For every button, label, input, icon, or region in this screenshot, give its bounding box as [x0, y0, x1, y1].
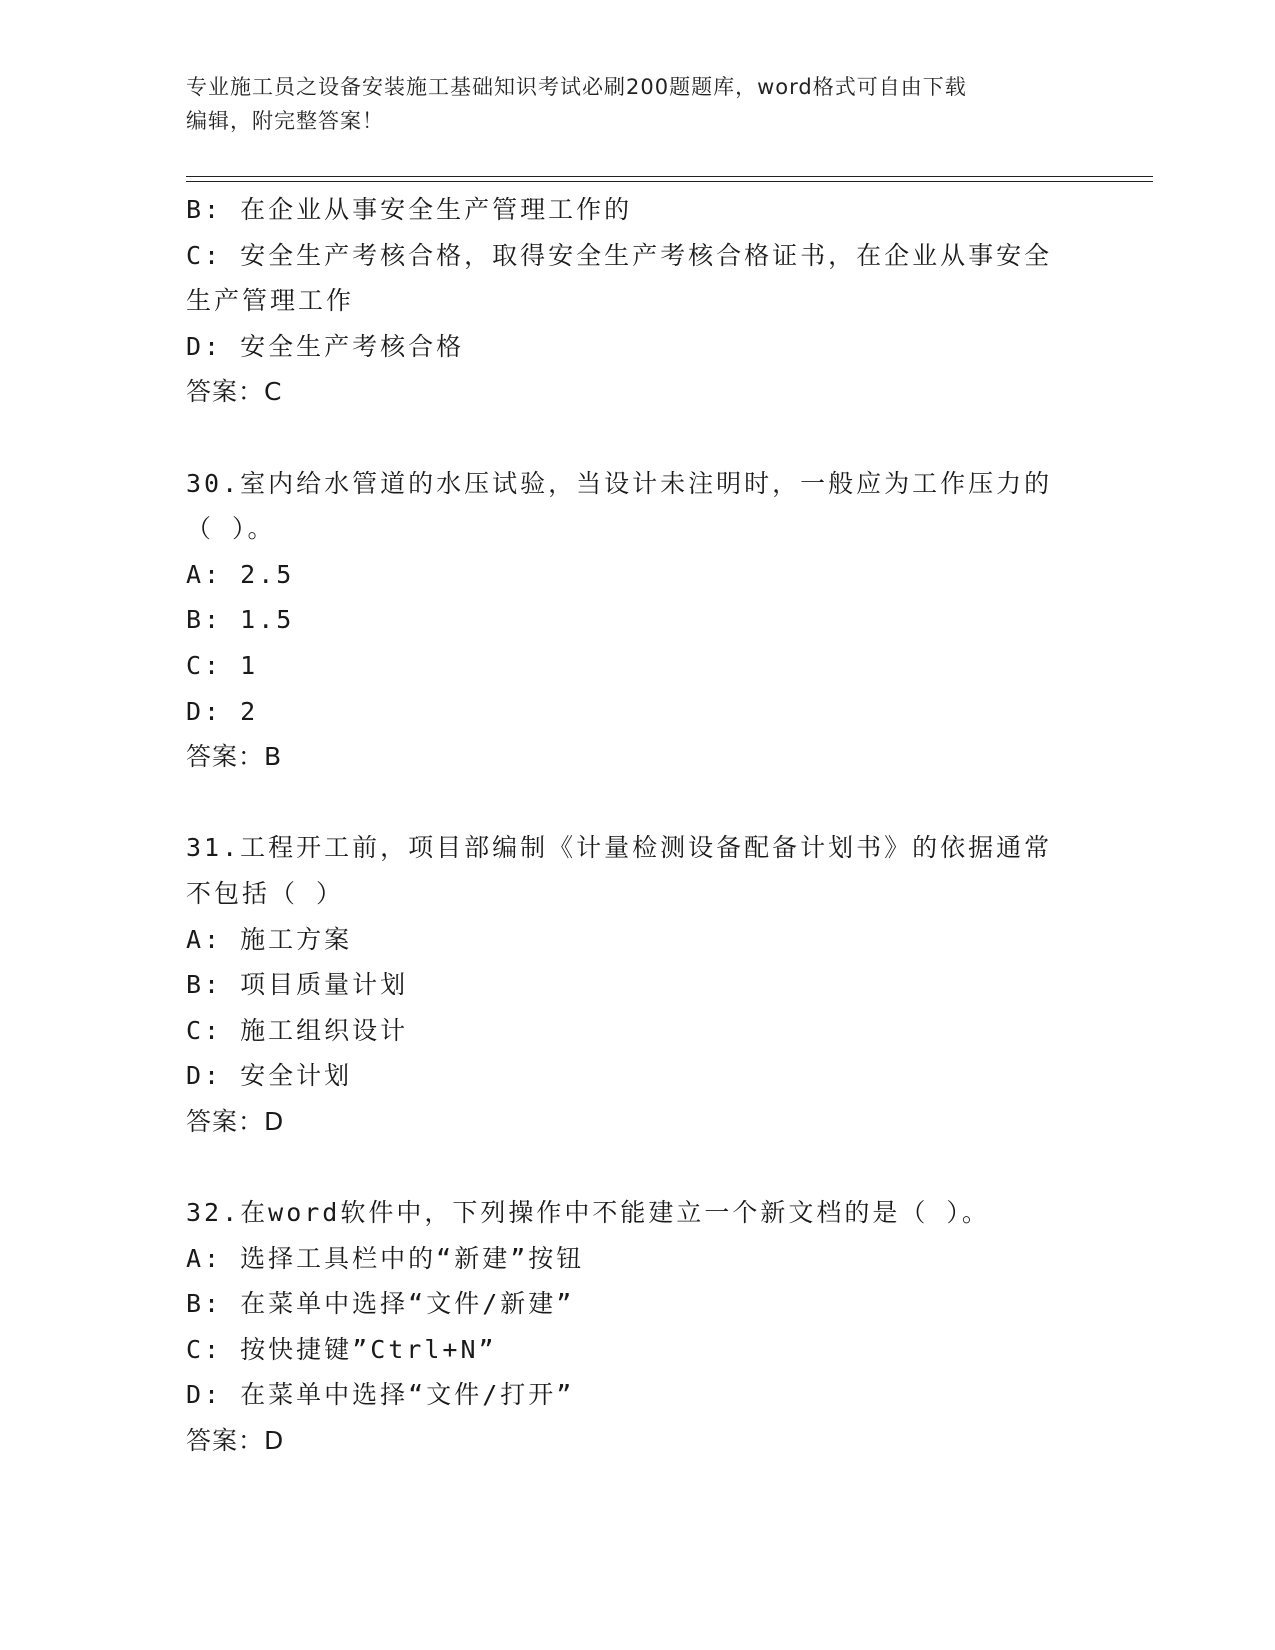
spacer: [186, 415, 1086, 461]
answer: 答案：C: [186, 377, 283, 407]
option-c-line-2: 生产管理工作: [186, 286, 355, 316]
question-stem-line-1: 32.在word软件中，下列操作中不能建立一个新文档的是（ ）。: [186, 1198, 990, 1228]
spacer: [186, 780, 1086, 826]
option-c: C: 施工组织设计: [186, 1015, 409, 1045]
option-a: A: 施工方案: [186, 924, 353, 954]
question-block-prev: [186, 187, 1086, 415]
question-stem-line-2: （ ）。: [186, 514, 276, 544]
option-c-line-1: C: 安全生产考核合格，取得安全生产考核合格证书，在企业从事安全: [186, 240, 1053, 270]
option-d: D: 安全计划: [186, 1061, 353, 1091]
header-title-line-1: 专业施工员之设备安装施工基础知识考试必刷200题题库，word格式可自由下载: [186, 75, 967, 99]
answer: 答案：D: [186, 1106, 285, 1136]
header-divider-top: [186, 176, 1153, 177]
option-c: C: 1: [186, 650, 259, 680]
spacer: [186, 1144, 1086, 1190]
header-title-line-2: 编辑，附完整答案！: [186, 109, 384, 133]
question-stem-line-2: 不包括（ ）: [186, 878, 345, 908]
question-stem-line-1: 30.室内给水管道的水压试验，当设计未注明时，一般应为工作压力的: [186, 468, 1053, 498]
document-header: [186, 70, 1066, 138]
answer: 答案：D: [186, 1426, 285, 1456]
answer: 答案：B: [186, 742, 283, 772]
question-block-31: [186, 825, 1086, 1144]
option-b: B: 在企业从事安全生产管理工作的: [186, 195, 633, 224]
question-stem-line-1: 31.工程开工前，项目部编制《计量检测设备配备计划书》的依据通常: [186, 833, 1053, 863]
option-b: B: 在菜单中选择“文件/新建”: [186, 1289, 575, 1319]
question-list: [186, 187, 1086, 1464]
header-divider-bottom: [186, 181, 1153, 182]
question-block-32: [186, 1190, 1086, 1464]
option-a: A: 2.5: [186, 559, 295, 589]
option-a: A: 选择工具栏中的“新建”按钮: [186, 1243, 585, 1273]
option-d: D: 在菜单中选择“文件/打开”: [186, 1380, 575, 1410]
option-c: C: 按快捷键”Ctrl+N”: [186, 1334, 497, 1364]
question-block-30: [186, 461, 1086, 780]
option-d: D: 安全生产考核合格: [186, 331, 465, 361]
option-d: D: 2: [186, 696, 259, 726]
option-b: B: 项目质量计划: [186, 970, 409, 1000]
option-b: B: 1.5: [186, 605, 295, 635]
